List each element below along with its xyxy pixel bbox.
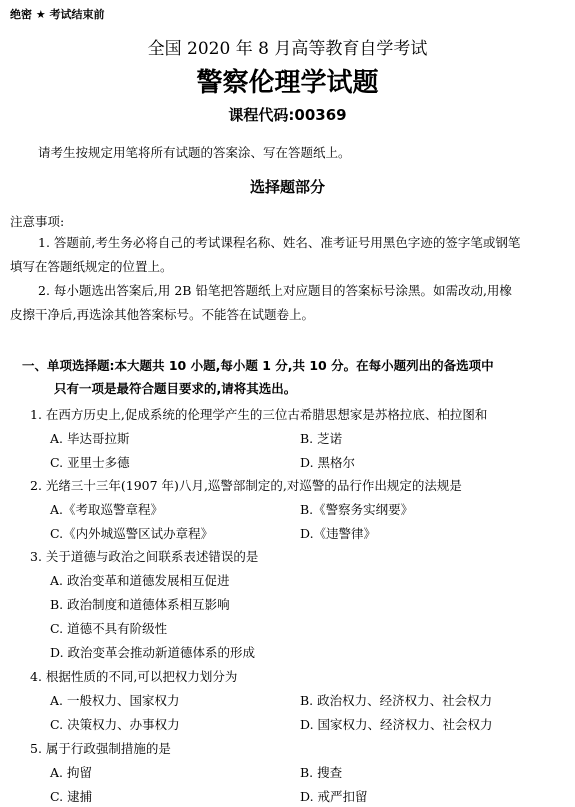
question-1-stem: 1. 在西方历史上,促成系统的伦理学产生的三位古希腊思想家是苏格拉底、柏拉图和 — [30, 407, 488, 422]
course-code: 课程代码:00369 — [228, 106, 347, 124]
question-4-option-c: C. 决策权力、办事权力 — [50, 717, 180, 732]
question-4-option-a: A. 一般权力、国家权力 — [50, 693, 180, 708]
question-3-option-a: A. 政治变革和道德发展相互促进 — [50, 573, 230, 588]
question-3-stem: 3. 关于道德与政治之间联系表述错误的是 — [30, 549, 259, 564]
question-5-option-a: A. 拘留 — [50, 765, 92, 780]
notes-heading: 注意事项: — [10, 214, 65, 229]
question-4-stem: 4. 根据性质的不同,可以把权力划分为 — [30, 669, 238, 684]
question-1-option-c: C. 亚里士多德 — [50, 455, 130, 470]
question-2-option-c: C.《内外城巡警区试办章程》 — [50, 526, 214, 541]
question-3-option-c: C. 道德不具有阶级性 — [50, 621, 168, 636]
question-1-option-d: D. 黑格尔 — [300, 455, 356, 470]
question-4-option-b: B. 政治权力、经济权力、社会权力 — [300, 693, 493, 708]
question-2-option-b: B.《警察务实纲要》 — [300, 502, 414, 517]
question-3-option-d: D. 政治变革会推动新道德体系的形成 — [50, 645, 256, 660]
secret-mark: 绝密 ★ 考试结束前 — [10, 8, 105, 21]
note-2-line-2: 皮擦干净后,再选涂其他答案标号。不能答在试题卷上。 — [10, 307, 314, 322]
section-1-title-line-2: 只有一项是最符合题目要求的,请将其选出。 — [54, 381, 297, 396]
question-1-option-b: B. 芝诺 — [300, 431, 343, 446]
question-2-stem: 2. 光绪三十三年(1907 年)八月,巡警部制定的,对巡警的品行作出规定的法规是 — [30, 478, 462, 493]
question-3-option-b: B. 政治制度和道德体系相互影响 — [50, 597, 230, 612]
question-5-option-d: D. 戒严扣留 — [300, 789, 368, 804]
question-4-option-d: D. 国家权力、经济权力、社会权力 — [300, 717, 493, 732]
instruction: 请考生按规定用笔将所有试题的答案涂、写在答题纸上。 — [38, 145, 351, 160]
note-2-line-1: 2. 每小题选出答案后,用 2B 铅笔把答题纸上对应题目的答案标号涂黑。如需改动,用橡 — [38, 283, 512, 298]
note-1-line-1: 1. 答题前,考生务必将自己的考试课程名称、姓名、准考证号用黑色字迹的签字笔或钢笔 — [38, 235, 521, 250]
note-1-line-2: 填写在答题纸规定的位置上。 — [10, 259, 173, 274]
question-5-option-b: B. 搜查 — [300, 765, 343, 780]
question-5-option-c: C. 逮捕 — [50, 789, 93, 804]
question-5-stem: 5. 属于行政强制措施的是 — [30, 741, 171, 756]
question-2-option-a: A.《考取巡警章程》 — [50, 502, 164, 517]
question-1-option-a: A. 毕达哥拉斯 — [50, 431, 130, 446]
question-2-option-d: D.《违警律》 — [300, 526, 377, 541]
part-title: 选择题部分 — [249, 178, 325, 196]
section-1-title-line-1: 一、单项选择题:本大题共 10 小题,每小题 1 分,共 10 分。在每小题列出的备选项中 — [22, 358, 494, 373]
subject-title: 警察伦理学试题 — [196, 68, 379, 98]
exam-title: 全国 2020 年 8 月高等教育自学考试 — [147, 39, 428, 59]
